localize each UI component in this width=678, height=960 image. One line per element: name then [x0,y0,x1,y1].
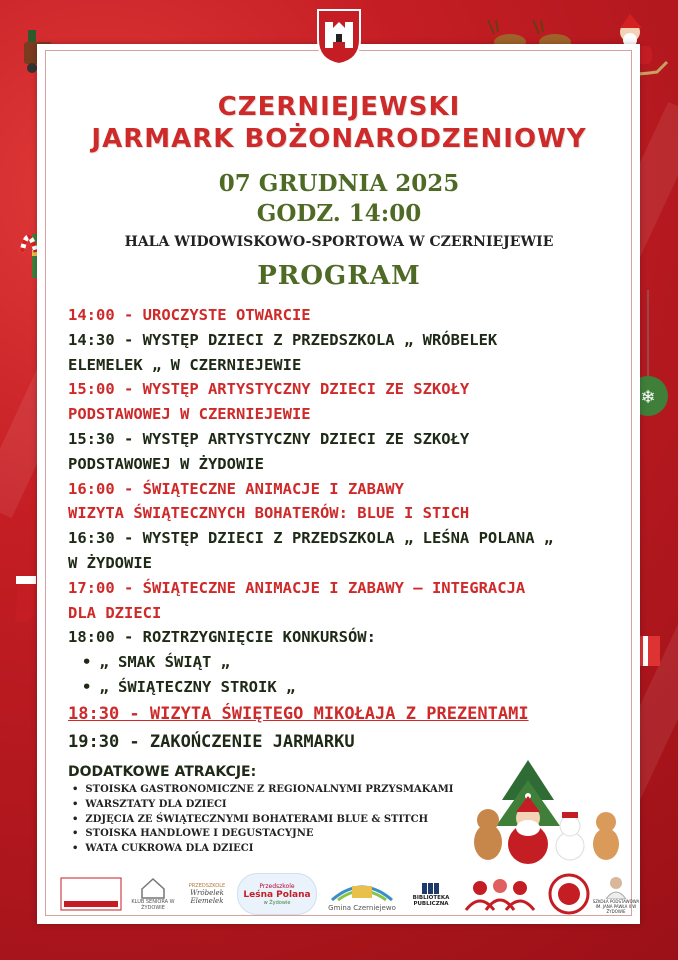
event-date: 07 GRUDNIA 2025 [218,170,460,197]
program-item-santa: 18:30 - WIZYTA ŚWIĘTEGO MIKOŁAJA Z PREZENTAMI [68,703,529,724]
svg-text:❄: ❄ [640,387,656,408]
logo-text: KLUB SENIORA W ŻYDOWIE [131,899,175,911]
logo-klub-czerniejewo [58,870,124,918]
extras-heading: DODATKOWE ATRAKCJE: [68,764,257,780]
program-item: 14:30 - WYSTĘP DZIECI Z PRZEDSZKOLA „ WRÓBELEK [68,330,498,349]
school-seal-icon [548,873,590,915]
contest-item: • „ ŚWIĄTECZNY STROIK „ [68,675,608,700]
people-icon [458,874,542,914]
program-item: 14:00 - UROCZYSTE OTWARCIE [68,306,311,324]
logo-komisja [456,870,544,918]
event-venue: HALA WIDOWISKOWO-SPORTOWA W CZERNIEJEWIE [124,234,554,250]
program-item: 16:00 - ŚWIĄTECZNE ANIMACJE I ZABAWY [68,479,404,498]
logo-klub-seniora [128,870,178,918]
program-item: ELEMELEK „ W CZERNIEJEWIE [68,355,302,374]
extras-item: • WARSZTATY DLA DZIECI [72,798,453,813]
gmina-icon [330,876,394,904]
program-item: 15:30 - WYSTĘP ARTYSTYCZNY DZIECI ZE SZKOŁY [68,429,470,448]
logo-szkola-czerniejewo [546,870,592,918]
portrait-icon [605,875,627,899]
title-line-1: CZERNIEJEWSKI [217,92,461,122]
logo-przedszkole-wrobelek [176,870,238,918]
logo-text: Wróbelek Elemelek [190,889,224,905]
program-item: DLA DZIECI [68,603,162,622]
logo-lesna-polana [236,870,318,918]
program-heading: PROGRAM [257,261,421,291]
program-item: W ŻYDOWIE [68,553,152,572]
program-item: 15:00 - WYSTĘP ARTYSTYCZNY DZIECI ZE SZKOŁY [68,380,470,399]
santa-characters-illustration [468,756,628,866]
house-icon [140,877,166,899]
extras-item: • ZDJĘCIA ZE ŚWIĄTECZNYMI BOHATERAMI BLUE & STITCH [72,813,453,828]
logo-biblioteka [406,870,456,918]
logo-text: BIBLIOTEKA PUBLICZNA [412,895,450,907]
extras-item: • STOISKA GASTRONOMICZNE Z REGIONALNYMI PRZYSMAKAMI [72,783,453,798]
program-item: PODSTAWOWEJ W ŻYDOWIE [68,454,264,473]
event-time: GODZ. 14:00 [256,200,422,227]
extras-item: • WATA CUKROWA DLA DZIECI [72,842,453,857]
title-line-2: JARMARK BOŻONARODZENIOWY [91,124,587,154]
logo-szkola-jp [592,870,640,918]
logo-text: w Żydowie [263,899,291,906]
program-list [68,303,608,756]
logo-text: PRZEDSZKOLE [188,883,226,889]
contest-item: • „ SMAK ŚWIĄT „ [68,650,608,675]
program-item: 18:00 - ROZTRZYGNIĘCIE KONKURSÓW: [68,628,376,647]
program-item: 16:30 - WYSTĘP DZIECI Z PRZEDSZKOLA „ LEŚNA POLANA „ [68,529,554,548]
program-item-closing: 19:30 - ZAKOŃCZENIE JARMARKU [68,731,355,752]
logo-text: Gmina Czerniejewo [328,904,396,912]
logo-icon [60,877,122,911]
logo-text: Przedszkole [259,882,295,890]
logo-gmina [320,870,404,918]
extras-list [72,783,453,857]
coat-of-arms-icon [316,8,362,66]
sponsors-logos [58,870,638,918]
program-item: WIZYTA ŚWIĄTECZNYCH BOHATERÓW: BLUE I STICH [68,504,470,523]
program-item: PODSTAWOWEJ W CZERNIEJEWIE [68,405,311,424]
books-icon [421,881,441,895]
program-item: 17:00 - ŚWIĄTECZNE ANIMACJE I ZABAWY – INTEGRACJA [68,578,526,597]
logo-text: Leśna Polana [243,889,311,900]
logo-text: SZKOŁA PODSTAWOWA IM. JANA PAWŁA II W ŻYDOWIE [592,898,640,914]
extras-item: • STOISKA HANDLOWE I DEGUSTACYJNE [72,827,453,842]
